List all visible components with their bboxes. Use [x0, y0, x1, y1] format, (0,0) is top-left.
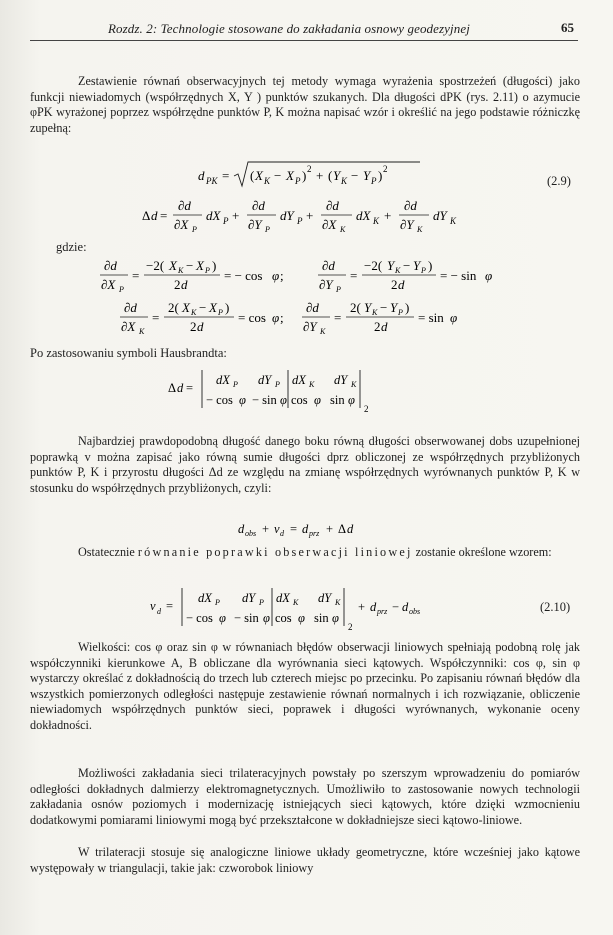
svg-text:= cos: = cos [238, 310, 266, 325]
paragraph-intro-text: Zestawienie równań obserwacyjnych tej metody wymaga wyrażenia spostrzeżeń (długości) jako funkcji niewiadomych (współrzędnych X, Y ) punktów szukanych. Dla długości dPK (rys. 2.11) o azymucie φPK wyrażonej poprzez współrzędne punktów P, K można napisać wzór i określić na jego podstawie różniczkę zupełną: [30, 74, 580, 135]
svg-text:obs: obs [409, 607, 421, 616]
svg-text:P: P [371, 176, 377, 186]
svg-text:∂d: ∂d [322, 258, 335, 273]
svg-text:d: d [398, 277, 405, 292]
paragraph-trilateration-figures [30, 845, 580, 876]
svg-text:P: P [215, 598, 220, 607]
svg-text:+: + [232, 208, 240, 223]
equation-number-2-9: (2.9) [547, 174, 571, 188]
svg-text:dY: dY [280, 208, 294, 223]
svg-text:dY: dY [334, 373, 348, 387]
equation-length-sum [238, 518, 398, 540]
svg-text:∂d: ∂d [306, 300, 319, 315]
paragraph-most-probable-length-text: Najbardziej prawdopodobną długość danego boku równą długości obserwowanej dobs uzupełnionej poprawką v można zapisać jako równą sumie długości dprz obliczonej ze współrzędnych przybliżonych punktów P, K i przyrostu długości Δd ze względu na zmianę współrzędnych wyrównanych punktów P, K w stosunku do współrzędnych przybliżonych, czyli: [30, 434, 580, 495]
svg-text:2: 2 [383, 164, 388, 174]
svg-text:− cos: − cos [206, 393, 233, 407]
svg-text:dX: dX [276, 591, 290, 605]
svg-text:= sin: = sin [418, 310, 444, 325]
spaced-emphasis-term: równanie poprawki obserwacji liniowej [137, 545, 413, 559]
svg-text:φ: φ [272, 310, 280, 325]
svg-text:−: − [186, 258, 194, 273]
svg-text:φ: φ [348, 393, 355, 407]
svg-text:d: d [381, 319, 388, 334]
svg-text:d: d [347, 522, 354, 536]
svg-text:Y: Y [387, 258, 395, 273]
svg-text:−: − [274, 168, 282, 183]
svg-text:φ: φ [314, 393, 321, 407]
svg-text:prz: prz [309, 529, 320, 538]
page-number: 65 [561, 20, 574, 35]
svg-text:d: d [280, 529, 284, 538]
svg-text:∂d: ∂d [404, 198, 417, 213]
svg-text:∂d: ∂d [178, 198, 191, 213]
svg-text:X: X [209, 300, 217, 315]
svg-text:φ: φ [280, 393, 287, 407]
svg-text:∂d: ∂d [124, 300, 137, 315]
svg-text:K: K [417, 225, 423, 234]
svg-text:K: K [373, 216, 380, 226]
svg-text:P: P [223, 216, 229, 226]
svg-text:d: d [198, 168, 205, 183]
svg-text:P: P [119, 285, 124, 294]
svg-text:v: v [274, 522, 280, 536]
svg-text:φ: φ [485, 268, 493, 283]
svg-text:∂X: ∂X [174, 217, 189, 232]
svg-text:2: 2 [307, 164, 312, 174]
svg-text:): ) [212, 258, 217, 273]
running-title: Rozdz. 2: Technologie stosowane do zakładania osnowy geodezyjnej [108, 21, 470, 36]
svg-text:d: d [181, 277, 188, 292]
svg-text:K: K [264, 176, 271, 186]
equation-hausbrandt [168, 366, 408, 414]
equation-delta-d [142, 196, 472, 236]
svg-text:dY: dY [318, 591, 332, 605]
svg-text:P: P [398, 308, 403, 317]
svg-text:d: d [370, 600, 377, 614]
svg-text:K: K [178, 266, 184, 275]
svg-text:Y: Y [333, 168, 341, 183]
svg-text:X: X [255, 168, 263, 183]
svg-text:): ) [225, 300, 230, 315]
svg-text:P: P [297, 216, 303, 226]
svg-text:d: d [302, 522, 309, 536]
svg-text:;: ; [280, 268, 284, 283]
svg-text:=: = [132, 268, 140, 283]
svg-text:2: 2 [190, 319, 197, 334]
svg-text:): ) [378, 168, 383, 183]
svg-text:d: d [197, 319, 204, 334]
paragraph-coefficients [30, 640, 580, 734]
svg-text:P: P [233, 380, 238, 389]
svg-text:2(: 2( [350, 300, 361, 315]
svg-text:Y: Y [390, 300, 398, 315]
svg-text:dY: dY [433, 208, 447, 223]
svg-text:+: + [306, 208, 314, 223]
svg-text:∂X: ∂X [322, 217, 337, 232]
svg-text:v: v [150, 599, 156, 613]
svg-text:Y: Y [363, 168, 371, 183]
svg-text:φ: φ [263, 611, 270, 625]
svg-text:d: d [177, 381, 184, 395]
paragraph-correction-tail: zostanie określone wzorem: [412, 545, 552, 559]
svg-text:): ) [428, 258, 433, 273]
svg-text:Y: Y [413, 258, 421, 273]
svg-text:P: P [205, 266, 210, 275]
svg-text:+: + [358, 600, 366, 614]
paragraph-trilateration-possibilities-text: Możliwości zakładania sieci trilateracyjnych powstały po szerszym wprowadzeniu do pomiarów odległości dokładnych dalmierzy elektromagnetycznych. Umożliwiło to zastosowanie nowych technologii zakładania osnów poziomych i modernizację istniejących sieci kątowych, które dzięki wzmocnieniu dodatkowymi pomiarami liniowymi mogą być przekształcone w dokładniejsze sieci kątowo-liniowe. [30, 766, 580, 827]
svg-text:−: − [351, 168, 359, 183]
svg-text:∂Y: ∂Y [319, 277, 333, 292]
svg-text:P: P [295, 176, 301, 186]
svg-text:+: + [384, 208, 392, 223]
svg-text:dX: dX [198, 591, 212, 605]
svg-text:− sin: − sin [252, 393, 277, 407]
equation-partials-row-1 [100, 256, 560, 298]
svg-text:∂Y: ∂Y [303, 319, 317, 334]
svg-text:X: X [182, 300, 190, 315]
svg-text:(: ( [250, 168, 255, 183]
svg-text:− sin: − sin [234, 611, 259, 625]
svg-text:K: K [309, 380, 315, 389]
svg-text:2: 2 [364, 404, 369, 414]
svg-text:K: K [139, 327, 145, 336]
svg-text:∂Y: ∂Y [248, 217, 262, 232]
label-gdzie: gdzie: [56, 240, 87, 254]
svg-text:;: ; [280, 310, 284, 325]
svg-text:2: 2 [391, 277, 398, 292]
svg-text:=: = [160, 208, 168, 223]
svg-text:=: = [334, 310, 342, 325]
svg-text:X: X [169, 258, 177, 273]
svg-text:cos: cos [291, 393, 308, 407]
svg-text:∂d: ∂d [326, 198, 339, 213]
svg-text:=: = [290, 522, 298, 536]
svg-text:−: − [403, 258, 411, 273]
svg-text:=: = [186, 381, 194, 395]
svg-text:φ: φ [298, 611, 305, 625]
paragraph-most-probable-length [30, 434, 580, 496]
svg-text:sin: sin [330, 393, 345, 407]
svg-text:Δ: Δ [168, 381, 177, 395]
svg-text:+: + [326, 522, 334, 536]
svg-text:=: = [166, 599, 174, 613]
svg-text:K: K [191, 308, 197, 317]
svg-text:dX: dX [356, 208, 371, 223]
svg-text:∂Y: ∂Y [400, 217, 414, 232]
svg-text:=: = [152, 310, 160, 325]
svg-text:d: d [402, 600, 409, 614]
svg-text:K: K [395, 266, 401, 275]
svg-text:2: 2 [174, 277, 181, 292]
svg-text:=: = [350, 268, 358, 283]
svg-text:d: d [157, 607, 161, 616]
svg-text:∂X: ∂X [101, 277, 116, 292]
svg-text:∂X: ∂X [121, 319, 136, 334]
equation-2-10 [150, 584, 470, 632]
svg-text:(: ( [328, 168, 333, 183]
svg-text:P: P [259, 598, 264, 607]
svg-text:φ: φ [239, 393, 246, 407]
equation-partials-row-2 [120, 298, 560, 340]
paragraph-intro [30, 74, 580, 136]
equation-number-2-10: (2.10) [540, 600, 571, 614]
svg-text:K: K [340, 225, 346, 234]
svg-text:=: = [222, 168, 230, 183]
svg-text:2: 2 [374, 319, 381, 334]
paragraph-trilateration-figures-text: W trilateracji stosuje się analogiczne liniowe układy geometryczne, które wcześniej jako kątowe występowały w triangulacji, takie jak: czworobok liniowy [30, 845, 580, 875]
svg-text:P: P [275, 380, 280, 389]
svg-text:P: P [265, 225, 270, 234]
svg-text:K: K [341, 176, 348, 186]
svg-text:∂d: ∂d [104, 258, 117, 273]
svg-text:dX: dX [206, 208, 221, 223]
svg-text:dY: dY [258, 373, 272, 387]
svg-text:2(: 2( [168, 300, 179, 315]
svg-text:Δ: Δ [142, 208, 151, 223]
svg-text:P: P [192, 225, 197, 234]
svg-text:K: K [450, 216, 457, 226]
svg-text:K: K [351, 380, 357, 389]
svg-text:φ: φ [272, 268, 280, 283]
svg-text:sin: sin [314, 611, 329, 625]
paragraph-correction-equation-text [30, 545, 580, 561]
svg-text:−2(: −2( [146, 258, 165, 273]
svg-text:φ: φ [332, 611, 339, 625]
svg-text:P: P [218, 308, 223, 317]
svg-text:Δ: Δ [338, 522, 347, 536]
svg-text:obs: obs [245, 529, 257, 538]
svg-text:−2(: −2( [364, 258, 383, 273]
svg-text:dX: dX [292, 373, 306, 387]
paragraph-coefficients-text: Wielkości: cos φ oraz sin φ w równaniach błędów obserwacji liniowych spełniają podobną rolę jak współczynniki kierunkowe A, B obliczane dla wyrównania sieci kątowych. Współczynniki: cos φ, sin φ wystarczy określać z dokładnością do trzech lub czterech miejsc po przecinku. Po zapisaniu równań błędów dla wszystkich pomierzonych odległości następuje zestawienie równań normalnych i ich rozwiązanie, obliczenie niewiadomych współrzędnych punktów sieci, poprawek i długości wyrównanych, wykonanie oceny dokładności. [30, 640, 580, 732]
svg-text:): ) [302, 168, 307, 183]
svg-text:+: + [316, 168, 324, 183]
svg-text:φ: φ [450, 310, 458, 325]
svg-text:d: d [238, 522, 245, 536]
svg-text:X: X [196, 258, 204, 273]
svg-text:∂d: ∂d [252, 198, 265, 213]
svg-text:P: P [421, 266, 426, 275]
svg-text:dX: dX [216, 373, 230, 387]
svg-text:prz: prz [377, 607, 388, 616]
svg-text:−: − [199, 300, 207, 315]
paragraph-correction-lead: Ostatecznie [78, 545, 138, 559]
svg-text:dY: dY [242, 591, 256, 605]
equation-dpk [198, 158, 428, 192]
svg-text:K: K [293, 598, 299, 607]
paragraph-correction-equation [30, 545, 580, 561]
running-header [30, 18, 578, 41]
svg-text:Y: Y [364, 300, 372, 315]
svg-text:= − cos: = − cos [224, 268, 263, 283]
svg-text:cos: cos [275, 611, 292, 625]
svg-text:X: X [286, 168, 294, 183]
svg-text:φ: φ [219, 611, 226, 625]
svg-text:PK: PK [206, 176, 218, 186]
svg-text:− cos: − cos [186, 611, 213, 625]
svg-text:−: − [392, 600, 400, 614]
svg-text:K: K [320, 327, 326, 336]
svg-text:K: K [372, 308, 378, 317]
svg-text:−: − [380, 300, 388, 315]
svg-text:2: 2 [348, 622, 353, 632]
svg-text:K: K [335, 598, 341, 607]
paragraph-trilateration-possibilities [30, 766, 580, 828]
svg-text:= − sin: = − sin [440, 268, 477, 283]
svg-text:P: P [336, 285, 341, 294]
label-hausbrandt: Po zastosowaniu symboli Hausbrandta: [30, 346, 227, 360]
svg-text:d: d [151, 208, 158, 223]
svg-text:): ) [405, 300, 410, 315]
svg-text:+: + [262, 522, 270, 536]
